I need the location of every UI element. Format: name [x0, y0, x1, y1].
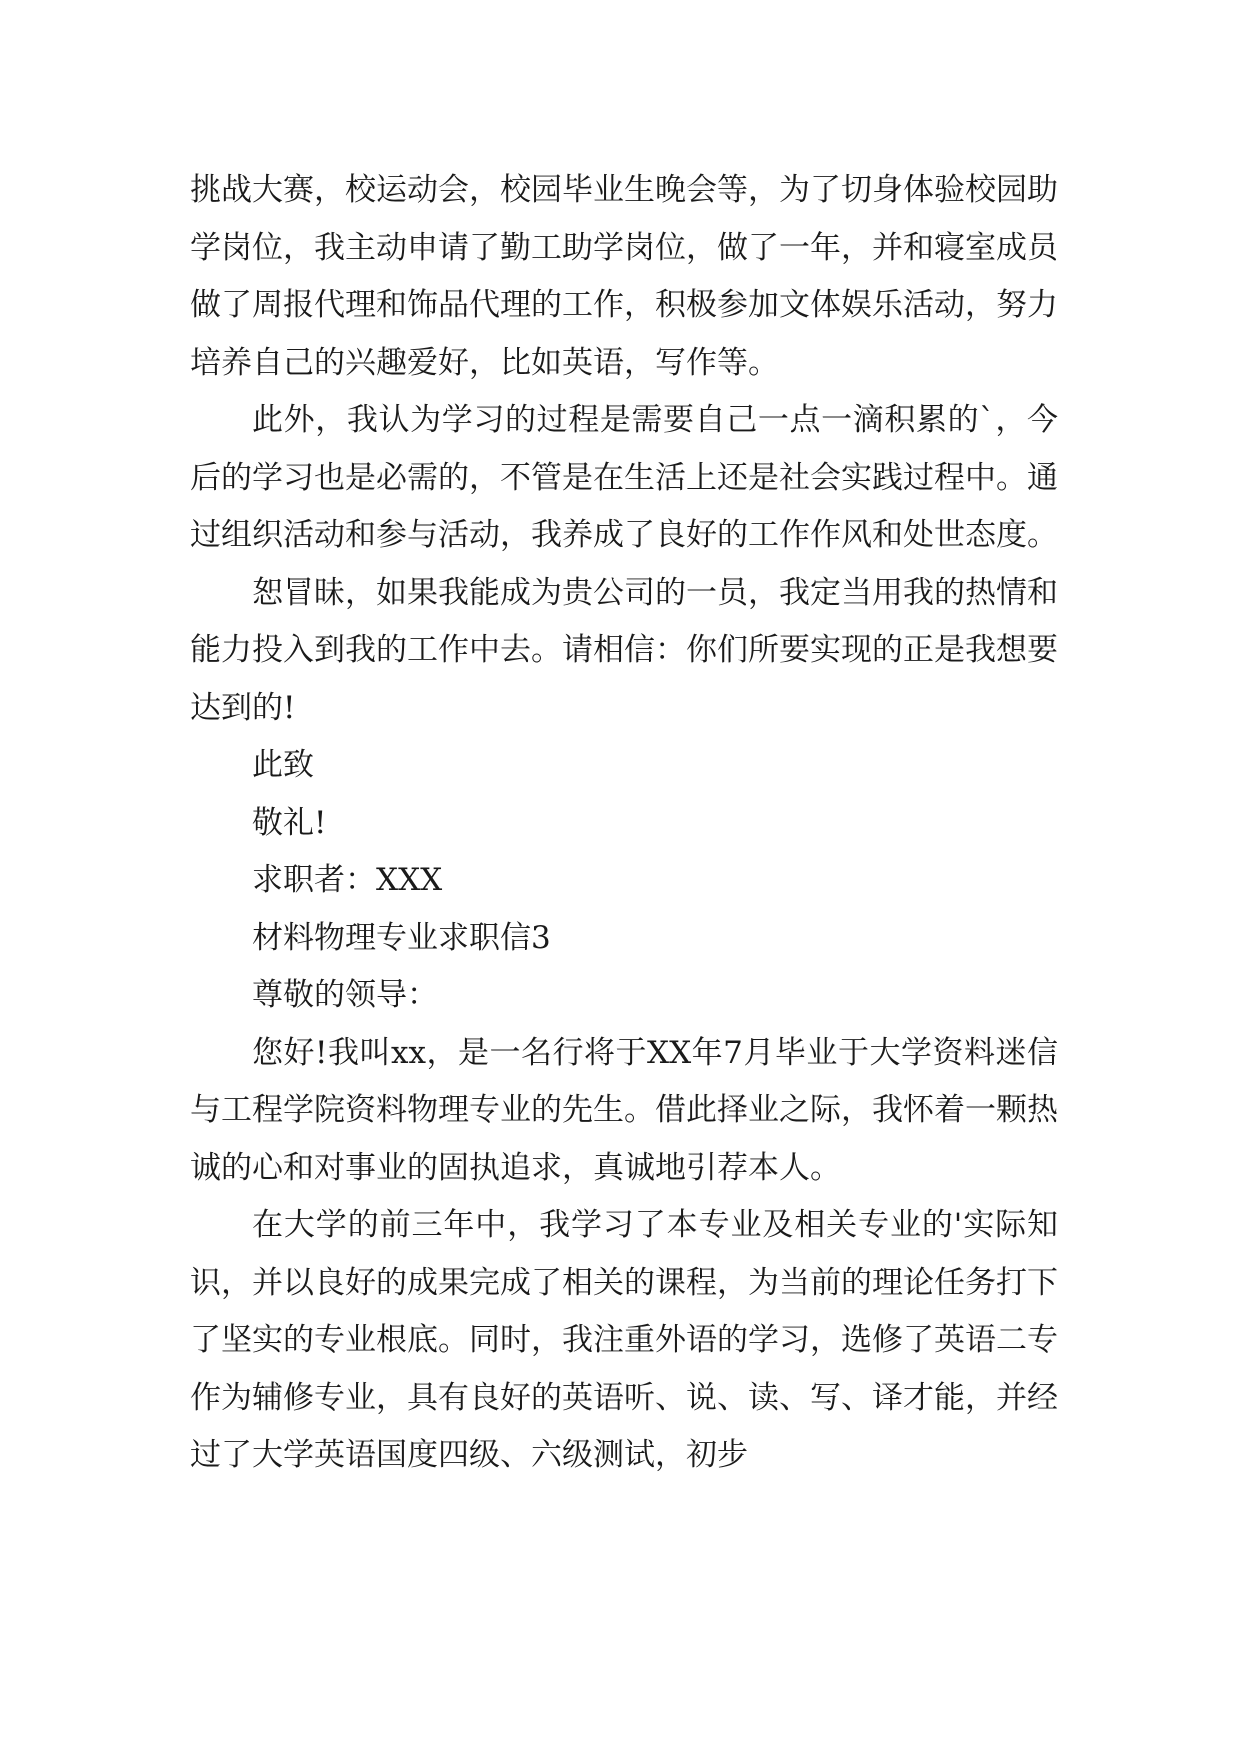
paragraph-commitment: 恕冒昧，如果我能成为贵公司的一员，我定当用我的热情和能力投入到我的工作中去。请相信：你们所要实现的正是我想要达到的! — [190, 574, 1058, 726]
closing-respect: 敬礼! — [252, 804, 327, 841]
paragraph-studies: 在大学的前三年中，我学习了本专业及相关专业的'实际知识，并以良好的成果完成了相关的课程，为当前的理论任务打下了坚实的专业根底。同时，我注重外语的学习，选修了英语二专作为辅修专业，具有良好的英语听、说、读、写、译才能，并经过了大学英语国度四级、六级测试，初步 — [190, 1207, 1058, 1473]
paragraph-introduction: 您好!我叫xx，是一名行将于XX年7月毕业于大学资料迷信与工程学院资料物理专业的先生。借此择业之际，我怀着一颗热诚的心和对事业的固执追求，真诚地引荐本人。 — [190, 1034, 1058, 1186]
paragraph-learning: 此外，我认为学习的过程是需要自己一点一滴积累的`，今后的学习也是必需的，不管是在生活上还是社会实践过程中。通过组织活动和参与活动，我养成了良好的工作作风和处世态度。 — [190, 402, 1058, 553]
section-title: 材料物理专业求职信3 — [252, 919, 551, 956]
paragraph-activities: 挑战大赛，校运动会，校园毕业生晚会等，为了切身体验校园助学岗位，我主动申请了勤工助学岗位，做了一年，并和寝室成员做了周报代理和饰品代理的工作，积极参加文体娱乐活动，努力培养自己的兴趣爱好，比如英语，写作等。 — [190, 172, 1058, 381]
document-body — [190, 162, 1058, 1485]
closing-salutation: 此致 — [252, 747, 314, 783]
letter-greeting: 尊敬的领导： — [252, 977, 438, 1013]
closing-signature: 求职者：XXX — [252, 862, 443, 898]
